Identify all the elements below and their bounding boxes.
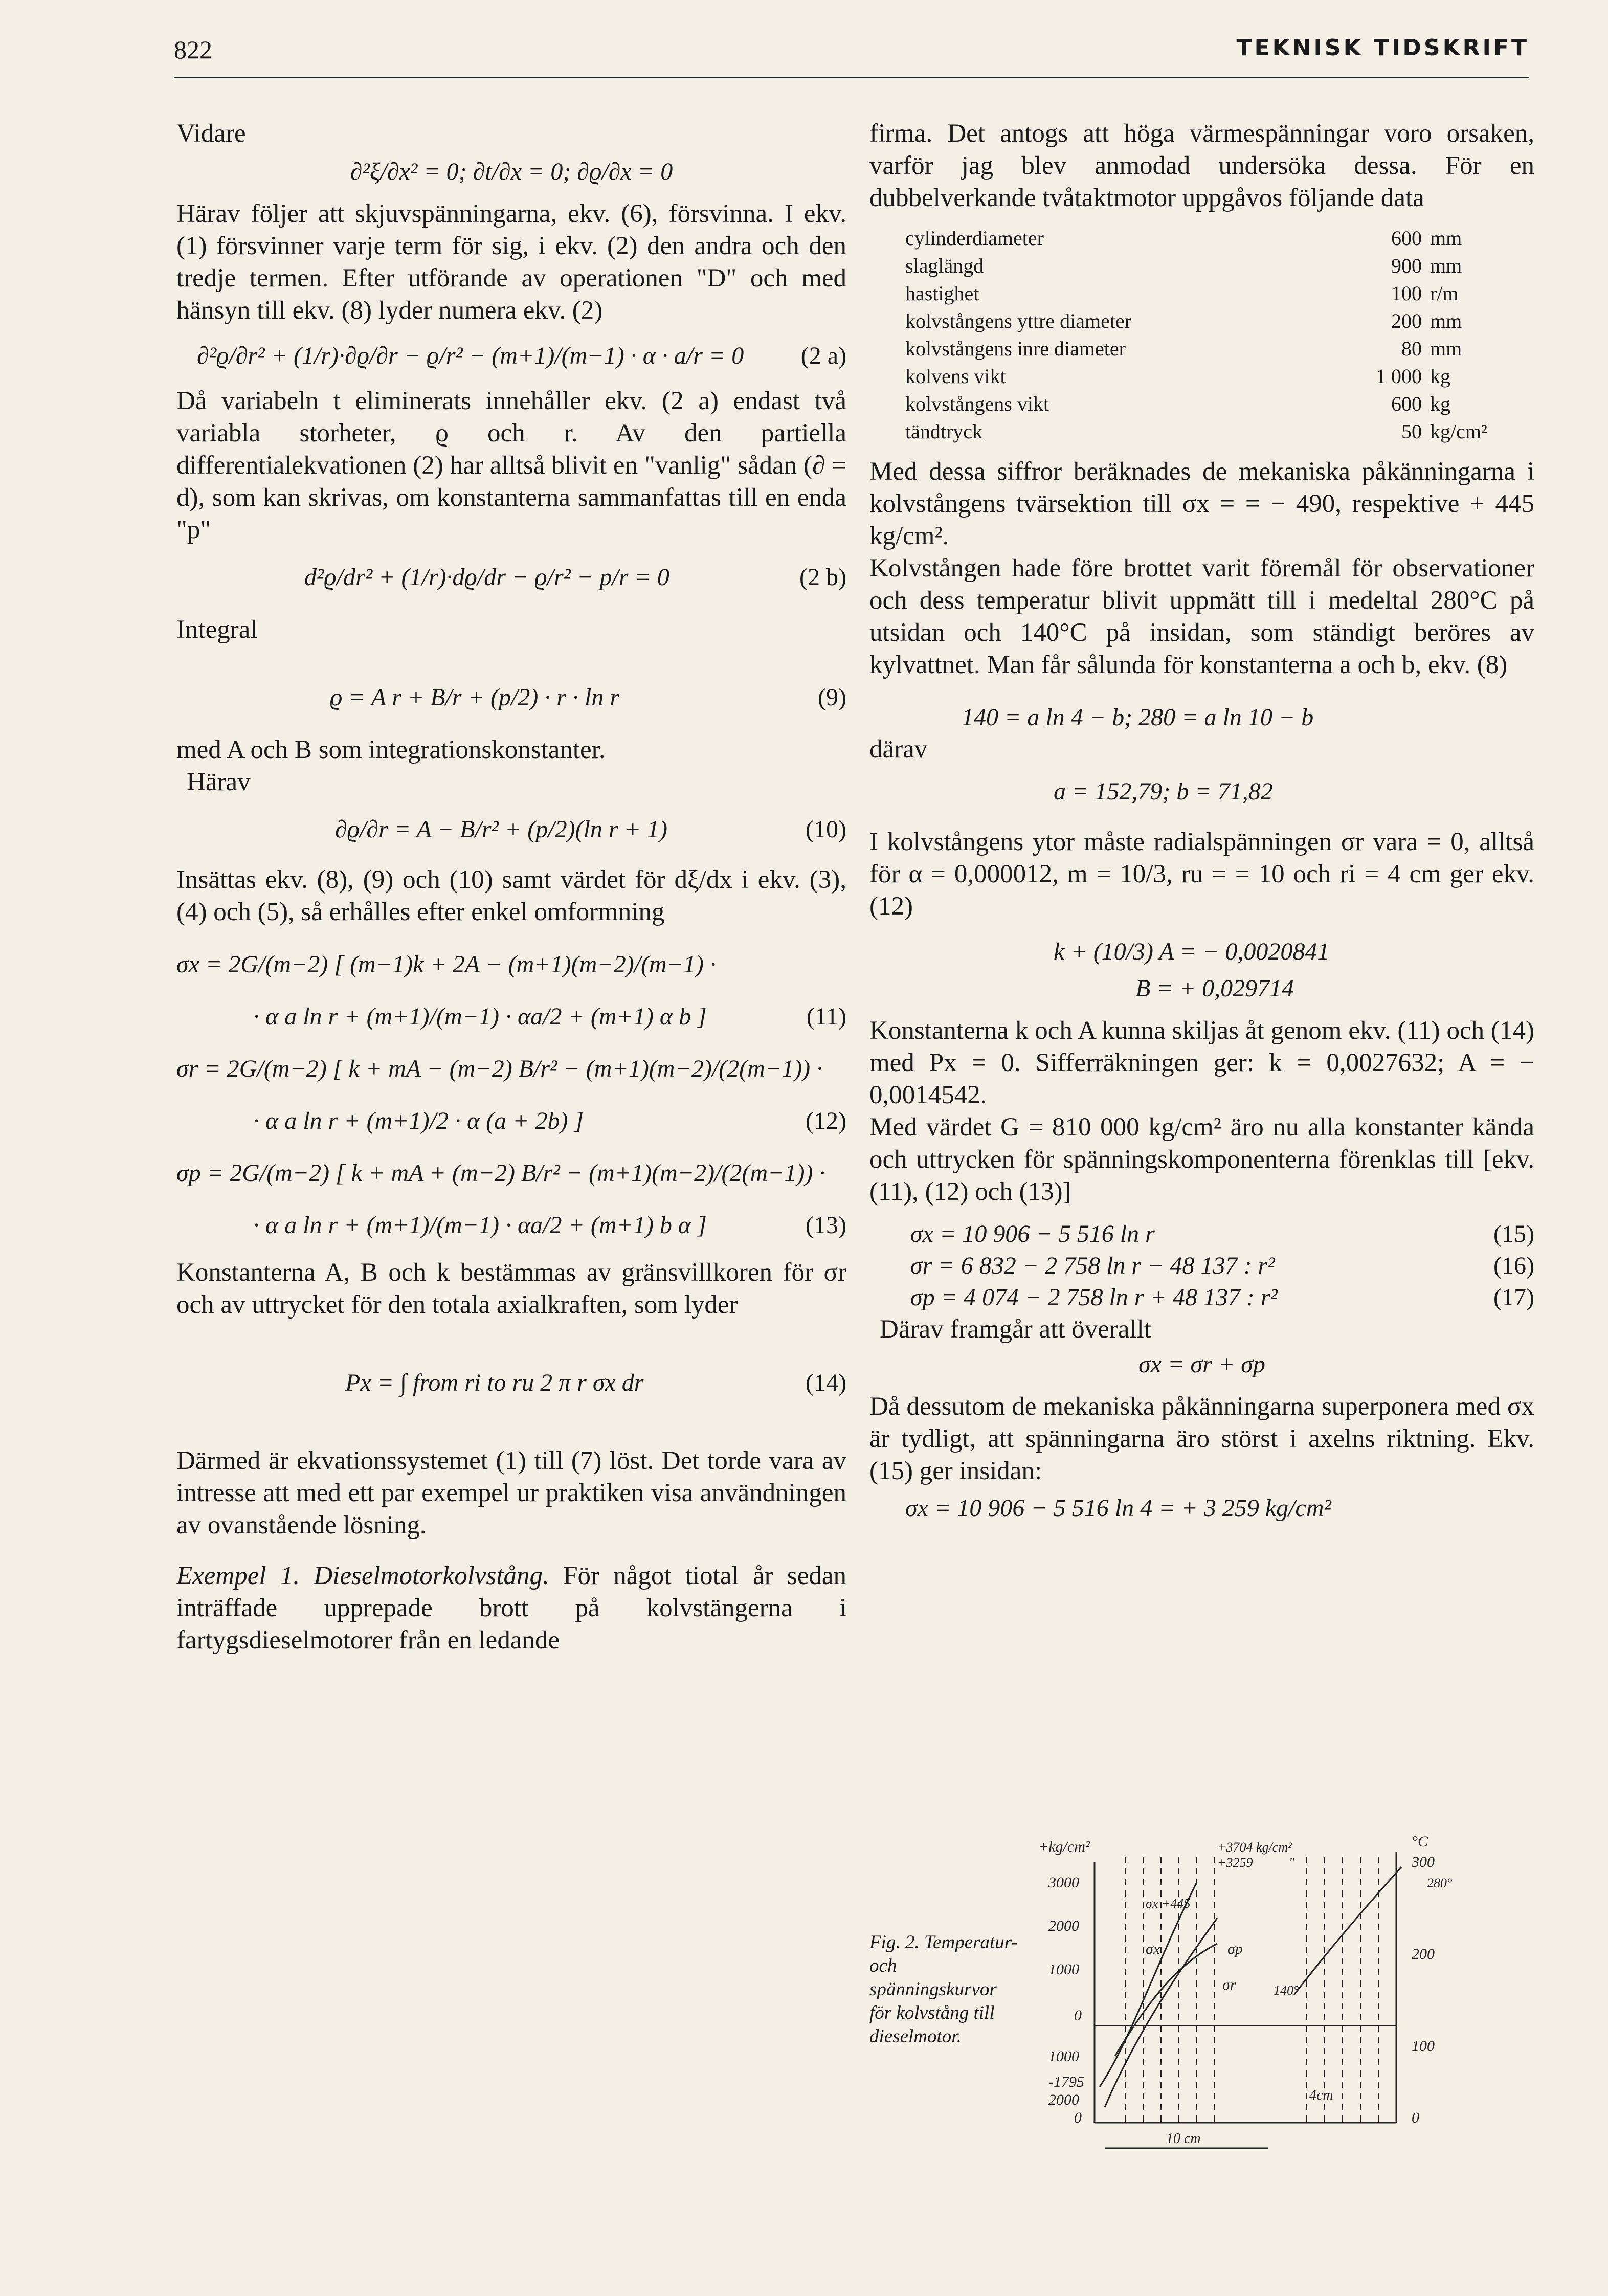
equation-12b <box>253 1105 846 1137</box>
equation-15 <box>910 1218 1534 1250</box>
sigma-p-curve <box>1105 1918 1217 2107</box>
table-cell-unit: mm <box>1430 337 1462 360</box>
sigma-r-curve <box>1115 1944 1217 2056</box>
paragraph: Härav följer att skjuvspänningarna, ekv. (6), försvinna. I ekv. (1) försvinner varje term för sig, i ekv. (2) den andra och den tredje termen. Efter utförande av operationen "D" och med hänsyn till ekv. (8) lyder numera ekv. (2) <box>176 199 846 325</box>
equation-text: · α a ln r + (m+1)/(m−1) · αa/2 + (m+1) α b ] <box>253 1003 707 1030</box>
equation-9 <box>330 682 846 714</box>
header-rule <box>174 77 1529 78</box>
equation-number: (13) <box>806 1212 846 1239</box>
y-tick-right: 100 <box>1412 2038 1435 2055</box>
text-vidare: Vidare <box>176 119 246 148</box>
right-column <box>869 118 1534 1524</box>
example-text: För något tiotal år sedan inträffade upprepade brott på kolvstängerna i fartygsdieselmotorer från en ledande <box>176 1562 846 1655</box>
y-tick-left: 3000 <box>1048 1874 1079 1891</box>
text-harav: Härav <box>187 768 251 796</box>
table-cell-label: hastighet <box>905 282 979 305</box>
equation-number: (2 b) <box>799 564 846 591</box>
table-cell-label: cylinderdiameter <box>905 227 1044 250</box>
equation-number: (17) <box>1493 1284 1534 1311</box>
table-cell-unit: kg <box>1430 392 1450 415</box>
equation-ab-result: a = 152,79; b = 71,82 <box>1054 778 1273 805</box>
text-integral: Integral <box>176 615 258 644</box>
text-darav: därav <box>869 735 928 764</box>
label-ditto: " <box>1289 1855 1294 1870</box>
equation-text: · α a ln r + (m+1)/2 · α (a + 2b) ] <box>253 1107 584 1134</box>
paragraph: Med dessa siffror beräknades de mekaniska påkänningarna i kolvstångens tvärsektion till σx = = − 490, respektive + 445 kg/cm². <box>869 457 1534 550</box>
y-tick-left: 1000 <box>1048 1961 1079 1978</box>
stress-temperature-chart <box>1023 1821 1534 2147</box>
paragraph: Då dessutom de mekaniska påkänningarna superponera med σx är tydligt, att spänningarna äro störst i axelns riktning. Ekv. (15) ger insidan: <box>869 1392 1534 1485</box>
label-3704: +3704 kg/cm² <box>1217 1840 1292 1855</box>
equation-number: (9) <box>818 684 846 711</box>
equation-number: (11) <box>806 1003 846 1030</box>
table-row <box>905 252 1512 280</box>
temperature-curve <box>1294 1867 1401 1995</box>
table-row <box>905 225 1512 252</box>
equation-17 <box>910 1282 1534 1313</box>
table-cell-label: slaglängd <box>905 254 984 277</box>
journal-title: TEKNISK TIDSKRIFT <box>1236 35 1529 61</box>
equation-text: σr = 6 832 − 2 758 ln r − 48 137 : r² <box>910 1252 1275 1279</box>
paragraph: Konstanterna A, B och k bestämmas av gränsvillkoren för σr och av uttrycket för den totala axialkraften, som lyder <box>176 1258 846 1319</box>
table-cell-label: tändtryck <box>905 420 983 443</box>
table-cell-value: 80 <box>1401 337 1422 360</box>
table-cell-value: 200 <box>1391 309 1422 332</box>
equation-text: ϱ = A r + B/r + (p/2) · r · ln r <box>330 684 619 711</box>
equation-text: ∂ϱ/∂r = A − B/r² + (p/2)(ln r + 1) <box>335 816 667 843</box>
table-cell-value: 1 000 <box>1376 365 1422 388</box>
equation-sum: σx = σr + σp <box>1138 1351 1265 1378</box>
equation-ab: 140 = a ln 4 − b; 280 = a ln 10 − b <box>962 704 1314 731</box>
table-cell-value: 100 <box>1391 282 1422 305</box>
equation-k-a: k + (10/3) A = − 0,0020841 <box>1054 938 1330 965</box>
table-cell-value: 50 <box>1401 420 1422 443</box>
equation-number: (2 a) <box>800 342 846 369</box>
table-row <box>905 390 1512 418</box>
example-title: Exempel 1. Dieselmotorkolvstång. <box>176 1562 549 1590</box>
equation-number: (12) <box>806 1107 846 1134</box>
equation-2b <box>304 562 846 593</box>
label-10cm: 10 cm <box>1166 2131 1201 2147</box>
y-tick-left: -1795 <box>1048 2074 1084 2090</box>
y-tick-left: 0 <box>1074 2007 1082 2024</box>
table-cell-unit: mm <box>1430 227 1462 250</box>
y-tick-left: 1000 <box>1048 2048 1079 2065</box>
equation-13a: σp = 2G/(m−2) [ k + mA + (m−2) B/r² − (m+1)(m−2)/(2(m−1)) · <box>176 1160 825 1187</box>
y-unit-left: +kg/cm² <box>1038 1838 1090 1855</box>
sigma-x-curve <box>1100 1882 1197 2087</box>
figure-caption: Fig. 2. Temperatur- och spänningskurvor för kolvstång till dieselmotor. <box>869 1932 1018 2047</box>
table-cell-unit: kg <box>1430 365 1450 388</box>
page-number: 822 <box>174 35 212 64</box>
equation-14 <box>345 1367 846 1399</box>
y-tick-left: 0 <box>1074 2109 1082 2126</box>
y-tick-right: 0 <box>1412 2109 1419 2126</box>
engine-data-table <box>905 225 1512 445</box>
table-cell-value: 600 <box>1391 392 1422 415</box>
paragraph: Då variabeln t eliminerats innehåller ekv. (2 a) endast två variabla storheter, ϱ och r. Av den partiella differentialekvationen (2) har alltså blivit en "vanlig" sådan (∂ = d), som kan skrivas, om konstanterna sammanfattas till en enda "p" <box>176 387 846 544</box>
equation-number: (10) <box>806 816 846 843</box>
equation-number: (15) <box>1493 1220 1534 1247</box>
table-cell-value: 900 <box>1391 254 1422 277</box>
y-tick-right: 200 <box>1412 1946 1435 1963</box>
table-cell-unit: kg/cm² <box>1430 420 1487 443</box>
paragraph: firma. Det antogs att höga värmespänningar voro orsaken, varför jag blev anmodad undersöka dessa. För en dubbelverkande tvåtaktmotor uppgåvos följande data <box>869 119 1534 212</box>
equation-12a: σr = 2G/(m−2) [ k + mA − (m−2) B/r² − (m+1)(m−2)/(2(m−1)) · <box>176 1055 823 1082</box>
paragraph: Med värdet G = 810 000 kg/cm² äro nu alla konstanter kända och uttrycken för spänningskomponenterna förenklas till [ekv. (11), (12) och (13)] <box>869 1113 1534 1206</box>
table-cell-label: kolvstångens yttre diameter <box>905 309 1132 332</box>
table-cell-unit: r/m <box>1430 282 1459 305</box>
equation-number: (16) <box>1493 1252 1534 1279</box>
table-cell-unit: mm <box>1430 254 1462 277</box>
left-column <box>176 118 846 1657</box>
equation-b: B = + 0,029714 <box>1135 975 1294 1002</box>
table-cell-label: kolvstångens inre diameter <box>905 337 1126 360</box>
y-unit-right: °C <box>1412 1833 1428 1850</box>
y-tick-left: 2000 <box>1048 1918 1079 1934</box>
equation-11a: σx = 2G/(m−2) [ (m−1)k + 2A − (m+1)(m−2)/(m−1) · <box>176 951 717 978</box>
paragraph-example-1 <box>176 1560 846 1657</box>
label-sigma-x-445: σx +445 <box>1146 1896 1191 1911</box>
label-140: 140° <box>1274 1983 1299 1998</box>
label-sigma-p: σp <box>1227 1941 1243 1957</box>
paragraph: I kolvstångens ytor måste radialspänningen σr vara = 0, alltså för α = 0,000012, m = 10/3, ru = = 10 och ri = 4 cm ger ekv. (12) <box>869 828 1534 921</box>
paragraph: Konstanterna k och A kunna skiljas åt genom ekv. (11) och (14) med Px = 0. Sifferräkningen ger: k = 0,0027632; A = − 0,0014542. <box>869 1016 1534 1109</box>
label-280: 280° <box>1427 1876 1453 1890</box>
table-cell-value: 600 <box>1391 227 1422 250</box>
label-sigma-r: σr <box>1222 1976 1236 1993</box>
table-row <box>905 335 1512 363</box>
table-cell-label: kolvstångens vikt <box>905 392 1049 415</box>
paragraph: Kolvstången hade före brottet varit föremål för observationer och dess temperatur blivit uppmätt till i medeltal 280°C på utsidan och 140°C på insidan, som ständigt beröres av kylvattnet. Man får sålunda för konstanterna a och b, ekv. (8) <box>869 554 1534 679</box>
equation-text: Px = ∫ from ri to ru 2 π r σx dr <box>345 1369 644 1396</box>
paragraph: Insättas ekv. (8), (9) och (10) samt värdet för dξ/dx i ekv. (3), (4) och (5), så erhålles efter enkel omformning <box>176 865 846 926</box>
equation-10 <box>335 814 846 845</box>
figure-2 <box>869 1821 1534 2147</box>
equation-2a <box>197 340 846 372</box>
text-daravframgar: Därav framgår att överallt <box>880 1315 1151 1344</box>
label-4cm: 4cm <box>1309 2087 1333 2103</box>
table-cell-label: kolvens vikt <box>905 365 1006 388</box>
equation-inside: σx = 10 906 − 5 516 ln 4 = + 3 259 kg/cm² <box>905 1495 1331 1522</box>
y-tick-left: 2000 <box>1048 2091 1079 2108</box>
equation-text: σx = 10 906 − 5 516 ln r <box>910 1220 1155 1247</box>
equation-13b <box>253 1210 846 1241</box>
equation-text: ∂²ϱ/∂r² + (1/r)·∂ϱ/∂r − ϱ/r² − (m+1)/(m−1) · α · a/r = 0 <box>197 342 744 369</box>
table-row <box>905 307 1512 335</box>
equation-partial-derivatives: ∂²ξ/∂x² = 0; ∂t/∂x = 0; ∂ϱ/∂x = 0 <box>350 158 673 185</box>
equation-11b <box>253 1001 846 1033</box>
y-tick-right: 300 <box>1412 1854 1435 1870</box>
table-cell-unit: mm <box>1430 309 1462 332</box>
page-header <box>174 31 1529 66</box>
label-3259: +3259 <box>1217 1855 1253 1870</box>
label-sigma-x: σx <box>1146 1941 1160 1957</box>
table-row <box>905 363 1512 390</box>
equation-text: σp = 4 074 − 2 758 ln r + 48 137 : r² <box>910 1284 1278 1311</box>
table-row <box>905 418 1512 445</box>
equation-16 <box>910 1250 1534 1282</box>
table-row <box>905 280 1512 307</box>
paragraph: med A och B som integrationskonstanter. <box>176 735 606 764</box>
equation-number: (14) <box>806 1369 846 1396</box>
paragraph: Därmed är ekvationssystemet (1) till (7) löst. Det torde vara av intresse att med ett par exempel ur praktiken visa användningen av ovanstående lösning. <box>176 1446 846 1540</box>
equation-text: d²ϱ/dr² + (1/r)·dϱ/dr − ϱ/r² − p/r = 0 <box>304 564 669 591</box>
equation-text: · α a ln r + (m+1)/(m−1) · αa/2 + (m+1) b α ] <box>253 1212 707 1239</box>
